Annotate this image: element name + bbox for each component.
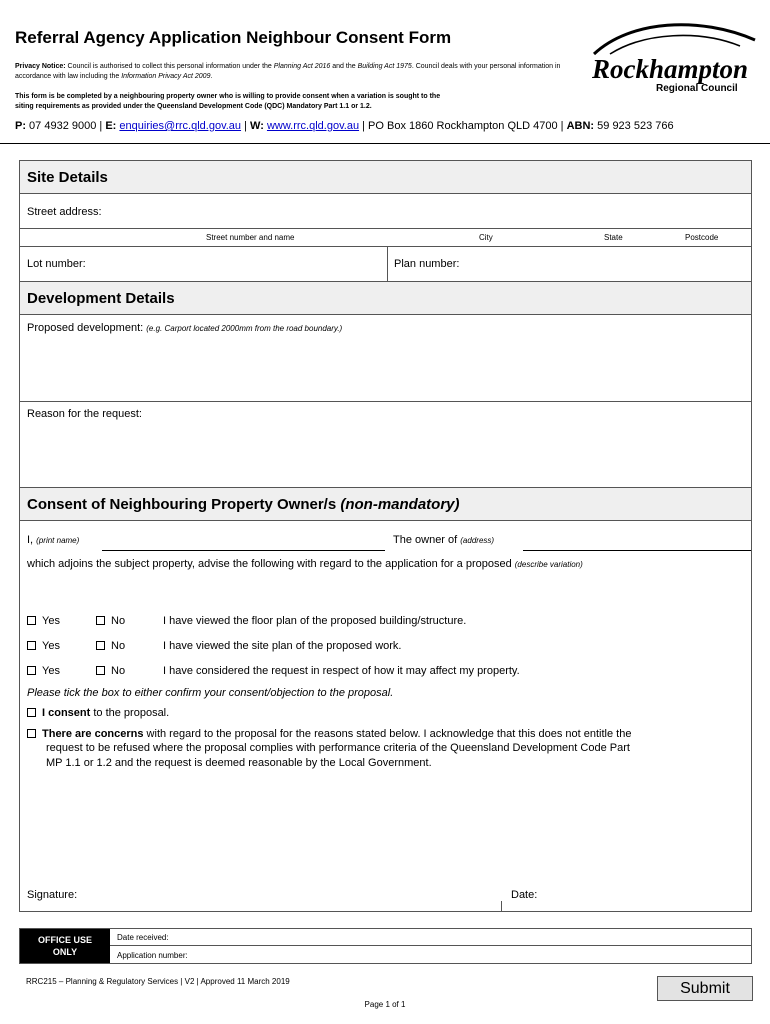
question-site-plan: I have viewed the site plan of the proposed work. [163,640,402,652]
checkbox-icon[interactable] [27,616,36,625]
office-use-box [19,928,752,964]
consent-heading-qualifier: (non-mandatory) [340,496,460,513]
concerns-text: with regard to the proposal for the reasons stated below. I acknowledge that this does not entitle the [143,728,632,740]
yes-label: Yes [42,640,60,652]
purpose-line: siting requirements as provided under the Queensland Development Code (QDC) Mandatory Part 1.1 or 1.2. [15,103,372,110]
form-title: Referral Agency Application Neighbour Consent Form [15,28,452,47]
i-consent-checkbox[interactable] [27,707,169,719]
email-label: E: [105,120,117,132]
council-logo [590,18,760,96]
concerns-text-line: MP 1.1 or 1.2 and the request is deemed reasonable by the Local Government. [46,757,432,769]
separator: | [241,120,251,132]
office-use-text: OFFICE USE [37,935,92,945]
adjoins-text: which adjoins the subject property, advise the following with regard to the application for a proposed [27,558,515,570]
privacy-notice-label: Privacy Notice: [15,63,66,70]
building-act-ref: Building Act 1975 [357,63,412,70]
email-link[interactable]: enquiries@rrc.qld.gov.au [119,120,242,132]
office-use-label [20,929,110,963]
print-name-label [27,534,79,546]
yes-label: Yes [42,665,60,677]
i-label: I, [27,534,37,546]
city-sub-label: City [479,233,493,242]
concerns-checkbox[interactable] [27,728,631,740]
describe-variation-hint: (describe variation) [514,560,583,569]
no-label: No [111,640,126,652]
divider [110,945,751,946]
development-details-heading: Development Details [20,281,751,315]
date-received-label: Date received: [117,933,169,942]
privacy-text: Council is authorised to collect this personal information under the [65,63,274,70]
abn-value: 59 923 523 766 [594,120,674,132]
privacy-act-ref: Information Privacy Act 2009 [121,73,211,80]
privacy-text: and the [330,63,358,70]
question-floor-plan: I have viewed the floor plan of the proposed building/structure. [163,615,467,627]
purpose-line: This form is be completed by a neighbouring property owner who is willing to provide consent when a variation is sought to the [15,93,441,100]
consent-bold-text: I consent [42,707,91,719]
q3-no-checkbox[interactable] [96,665,125,677]
privacy-text: . [210,73,213,80]
separator: | [557,120,567,132]
divider [20,401,751,402]
postcode-sub-label: Postcode [685,233,719,242]
logo-wordmark: Rockhampton [592,54,749,84]
divider [501,901,502,912]
owner-address-field[interactable] [523,550,751,551]
web-label: W: [250,120,264,132]
checkbox-icon[interactable] [27,729,36,738]
concerns-bold-text: There are concerns [42,728,144,740]
phone-value: 07 4932 9000 [26,120,97,132]
q3-yes-checkbox[interactable] [27,665,60,677]
consent-form [19,160,752,912]
consent-heading [20,487,751,521]
signature-label[interactable]: Signature: [27,889,78,901]
street-sub-label: Street number and name [206,233,295,242]
no-label: No [111,665,126,677]
address-hint: (address) [460,536,495,545]
planning-act-ref: Planning Act 2016 [273,63,331,70]
adjoins-statement[interactable] [27,558,583,570]
privacy-notice [15,62,575,82]
checkbox-icon[interactable] [27,666,36,675]
submit-button[interactable]: Submit [657,976,753,1001]
header-divider [0,143,770,144]
divider [20,228,751,229]
form-reference: RRC215 – Planning & Regulatory Services | V2 | Approved 11 March 2019 [26,977,290,986]
consent-heading-text: Consent of Neighbouring Property Owner/s [27,496,341,513]
web-link[interactable]: www.rrc.qld.gov.au [266,120,360,132]
proposed-development-label[interactable] [27,322,342,334]
logo-subtitle: Regional Council [656,83,738,94]
divider [20,246,751,247]
print-name-field[interactable] [102,550,385,551]
privacy-text: . Council deals with your personal information in accordance with law including the [15,63,561,80]
owner-of-label [393,534,494,546]
date-label[interactable]: Date: [511,889,538,901]
divider [387,246,388,281]
owner-label: The owner of [393,534,461,546]
print-name-hint: (print name) [36,536,80,545]
q2-no-checkbox[interactable] [96,640,125,652]
office-use-text: ONLY [52,947,78,957]
consent-text: to the proposal. [90,707,170,719]
form-purpose [15,92,575,112]
checkbox-icon[interactable] [96,641,105,650]
site-details-heading: Site Details [20,161,751,194]
concerns-text-line: request to be refused where the proposal complies with performance criteria of the Queensland Development Code Part [46,742,630,754]
abn-label: ABN: [566,120,595,132]
proposed-development-hint: (e.g. Carport located 2000mm from the road boundary.) [146,324,343,333]
phone-label: P: [15,120,26,132]
state-sub-label: State [604,233,623,242]
lot-number-label[interactable]: Lot number: [27,258,86,270]
checkbox-icon[interactable] [27,641,36,650]
no-label: No [111,615,126,627]
checkbox-icon[interactable] [27,708,36,717]
contact-bar [15,120,674,132]
proposed-development-text: Proposed development: [27,322,147,334]
question-affect-property: I have considered the request in respect of how it may affect my property. [163,665,520,677]
tick-instruction: Please tick the box to either confirm your consent/objection to the proposal. [27,687,394,699]
checkbox-icon[interactable] [96,616,105,625]
q1-yes-checkbox[interactable] [27,615,60,627]
q2-yes-checkbox[interactable] [27,640,60,652]
street-address-label[interactable]: Street address: [27,206,102,218]
separator: | [359,120,369,132]
plan-number-label[interactable]: Plan number: [394,258,460,270]
q1-no-checkbox[interactable] [96,615,125,627]
po-box: PO Box 1860 Rockhampton QLD 4700 [368,120,558,132]
application-number-label: Application number: [117,951,188,960]
checkbox-icon[interactable] [96,666,105,675]
page-number: Page 1 of 1 [364,1000,406,1009]
yes-label: Yes [42,615,60,627]
reason-label[interactable]: Reason for the request: [27,408,142,420]
separator: | [96,120,106,132]
